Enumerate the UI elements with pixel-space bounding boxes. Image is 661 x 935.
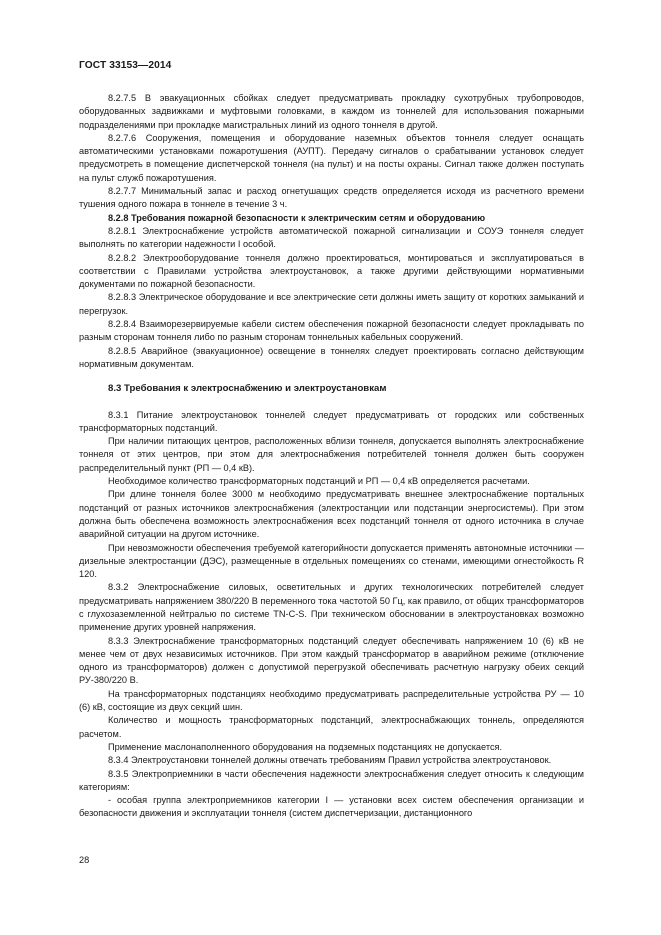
- document-header: ГОСТ 33153—2014: [79, 60, 172, 71]
- paragraph: При наличии питающих центров, расположенных вблизи тоннеля, допускается выполнять электроснабжение тоннеля от этих центров, при этом для электроснабжения потребителей тоннеля должен быть сооружен распределительный пункт (РП — 0,4 кВ).: [79, 436, 584, 473]
- section-heading-8-3: 8.3 Требования к электроснабжению и электроустановкам: [108, 383, 387, 395]
- paragraph-8-2-7-6: 8.2.7.6 Сооружения, помещения и оборудование наземных объектов тоннеля следует оснащать автоматическими установками пожаротушения (АУПТ). Передачу сигналов о срабатывании установок следует предусмотреть в помещение диспетчерской тоннеля (на пульт) и на посты охраны. Сигнал также должен поступать на пульт служб пожаротушения.: [79, 132, 584, 183]
- paragraph-8-3-5: 8.3.5 Электроприемники в части обеспечения надежности электроснабжения следует относить к следующим категориям:: [79, 768, 584, 792]
- list-item: - особая группа электроприемников категории I — установки всех систем обеспечения организации и безопасности движения и эксплуатации тоннеля (систем диспетчеризации, дистанционного: [79, 795, 584, 819]
- paragraph-8-2-7-5: 8.2.7.5 В эвакуационных сбойках следует предусматривать прокладку сухотрубных трубопроводов, оборудованных задвижками и муфтовыми головками, в каждом из тоннелей для использования пожарными подразделениями при прокладке магистральных линий из одного тоннеля в другой.: [79, 93, 584, 130]
- page-number: 28: [79, 855, 90, 865]
- paragraph-8-2-8-4: 8.2.8.4 Взаиморезервируемые кабели систем обеспечения пожарной безопасности следует прокладывать по разным сторонам тоннеля либо по разным сторонам тоннельных кабельных сооружений.: [79, 319, 584, 343]
- paragraph-8-3-2: 8.3.2 Электроснабжение силовых, осветительных и других технологических потребителей следует предусматривать напряжением 380/220 В переменного тока частотой 50 Гц, как правило, от общих трансформаторов с глухозаземленной нейтралью по системе TN-C-S. При техническом обосновании в электроустановках возможно применение других уровней напряжения.: [79, 582, 584, 633]
- paragraph: На трансформаторных подстанциях необходимо предусматривать распределительные устройства РУ — 10 (6) кВ, состоящие из двух секций шин.: [79, 688, 584, 713]
- paragraph: При невозможности обеспечения требуемой категорийности допускается применять автономные источники — дизельные электростанции (ДЭС), размещенные в отдельных помещениях со стенами, имеющими огнестойкость R 120.: [79, 542, 584, 580]
- paragraph-8-3-1: 8.3.1 Питание электроустановок тоннелей следует предусматривать от городских или собственных трансформаторных подстанций.: [79, 409, 584, 433]
- paragraph-8-3-4: 8.3.4 Электроустановки тоннелей должны отвечать требованиям Правил устройства электроустановок.: [108, 755, 552, 766]
- paragraph: Количество и мощность трансформаторных подстанций, электроснабжающих тоннель, определяются расчетом.: [79, 715, 584, 739]
- paragraph: Применение маслонаполненного оборудования на подземных подстанциях не допускается.: [108, 741, 503, 752]
- section-heading-8-2-8: 8.2.8 Требования пожарной безопасности к электрическим сетям и оборудованию: [108, 212, 486, 223]
- paragraph-8-2-8-5: 8.2.8.5 Аварийное (эвакуационное) освещение в тоннелях следует проектировать согласно действующим нормативным документам.: [79, 345, 584, 369]
- paragraph-8-2-8-3: 8.2.8.3 Электрическое оборудование и все электрические сети должны иметь защиту от коротких замыканий и перегрузок.: [79, 292, 584, 316]
- paragraph-8-3-3: 8.3.3 Электроснабжение трансформаторных подстанций следует обеспечивать напряжением 10 (6) кВ не менее чем от двух независимых источников. При этом каждый трансформатор в аварийном режиме (отключение одного из трансформаторов) должен с допустимой перегрузкой обеспечивать расчетную нагрузку обеих секций РУ-380/220 В.: [79, 635, 584, 686]
- paragraph: Необходимое количество трансформаторных подстанций и РП — 0,4 кВ определяется расчетами.: [108, 476, 530, 487]
- document-body: [79, 92, 584, 821]
- paragraph-8-2-7-7: 8.2.7.7 Минимальный запас и расход огнетушащих средств определяется исходя из расчетного времени тушения одного пожара в тоннеле в течение 3 ч.: [79, 186, 584, 210]
- paragraph: При длине тоннеля более 3000 м необходимо предусматривать внешнее электроснабжение портальных подстанций от разных источников электроснабжения (электростанции или подстанции энергосистемы). При этом должна быть обеспечена возможность электроснабжения всех подстанций тоннеля от одного источника в случае аварийной ситуации на другом источнике.: [79, 489, 584, 540]
- paragraph-8-2-8-2: 8.2.8.2 Электрооборудование тоннеля должно проектироваться, монтироваться и эксплуатироваться в соответствии с Правилами устройства электроустановок, а также другими действующими нормативными документами по пожарной безопасности.: [79, 252, 584, 290]
- paragraph-8-2-8-1: 8.2.8.1 Электроснабжение устройств автоматической пожарной сигнализации и СОУЭ тоннеля следует выполнять по категории надежности I особой.: [79, 225, 584, 250]
